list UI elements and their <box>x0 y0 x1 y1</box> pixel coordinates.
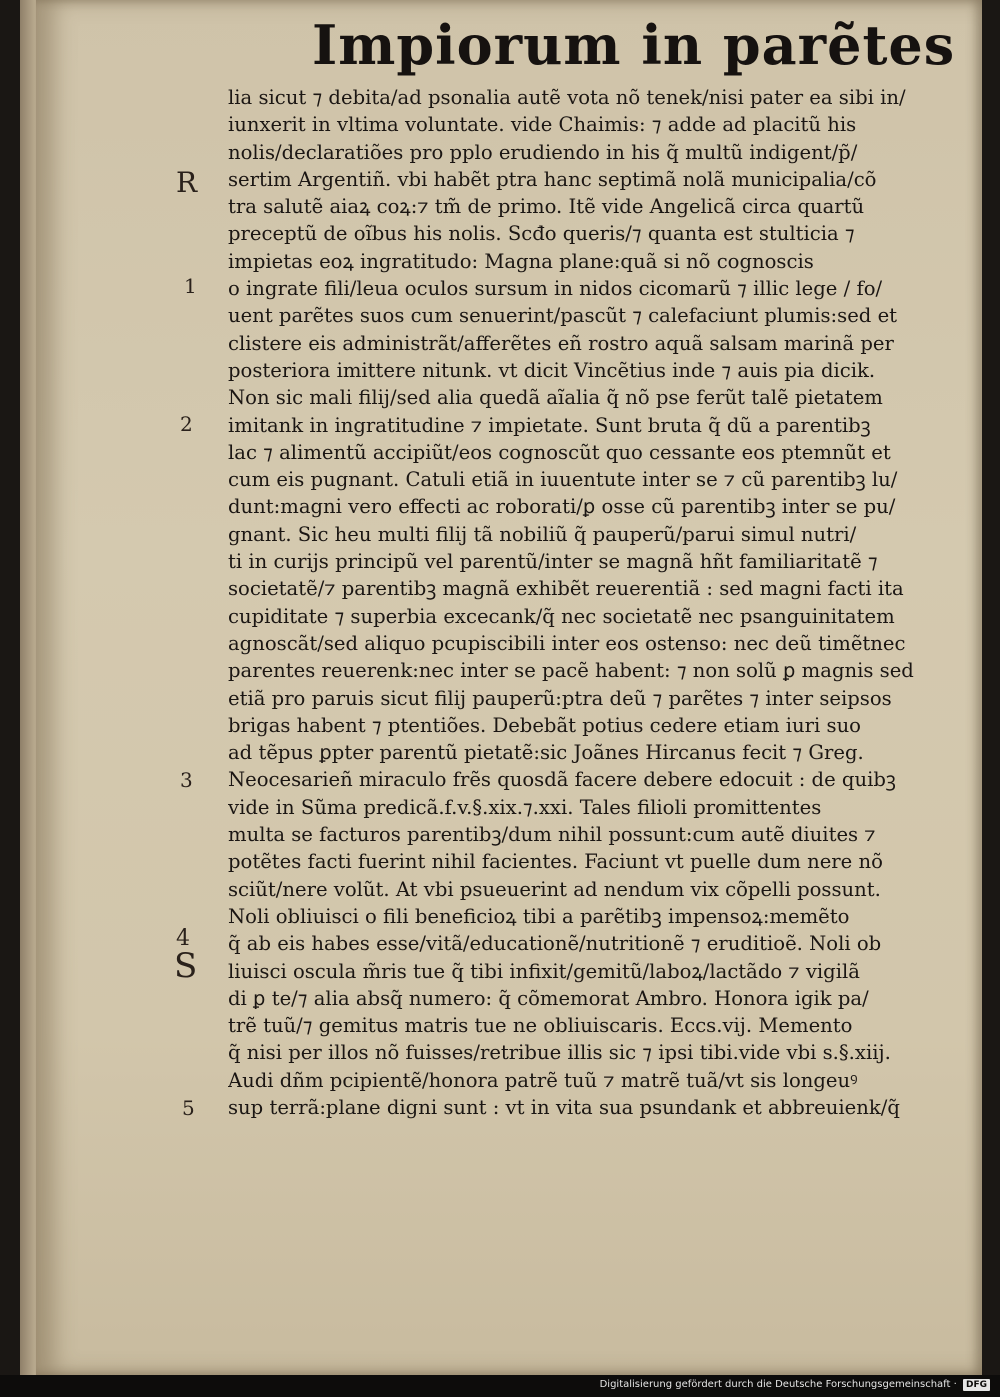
text-line: etiã pro paruis sicut filij pauperũ:ptra deũ ⁊ parẽtes ⁊ inter seipsos <box>228 686 892 710</box>
text-line: potẽtes facti fuerint nihil facientes. Faciunt vt puelle dum nere nõ <box>228 850 883 874</box>
text-line: cupiditate ⁊ superbia excecank/q̃ nec societatẽ nec psanguinitatem <box>228 604 895 628</box>
text-line: tra salutẽ aiaꝝ coꝝ:⁊ tm̃ de primo. Itẽ vide Angelicã circa quartũ <box>228 195 865 219</box>
body-text <box>228 84 968 1121</box>
text-line: gnant. Sic heu multi filij tã nobiliũ q̃ pauperũ/parui simul nutri/ <box>228 522 857 546</box>
text-line: lia sicut ⁊ debita/ad psonalia autẽ vota nõ tenek/nisi pater ea sibi in/ <box>228 86 906 109</box>
text-line: Audi dñm pcipientẽ/honora patrẽ tuũ ⁊ matrẽ tuã/vt sis longeuꝰ <box>228 1068 858 1092</box>
margin-note: 3 <box>180 768 193 792</box>
text-line: multa se facturos parentibꝫ/dum nihil possunt:cum autẽ diuites ⁊ <box>228 823 876 847</box>
text-line: q̃ ab eis habes esse/vitã/educationẽ/nutritionẽ ⁊ eruditioẽ. Noli ob <box>228 932 882 956</box>
text-line: Non sic mali filij/sed alia quedã aĩalia q̃ nõ pse ferũt talẽ pietatem <box>228 386 883 410</box>
funding-credit-text: Digitalisierung gefördert durch die Deutsche Forschungsgemeinschaft · <box>599 1379 957 1390</box>
text-line: nolis/declaratiões pro pplo erudiendo in his q̃ multũ indigent/p̃/ <box>228 140 858 164</box>
text-line: o ingrate fili/leua oculos sursum in nidos cicomarũ ⁊ illic lege / fo/ <box>228 277 883 301</box>
text-line: liuisci oscula m̃ris tue q̃ tibi infixit/gemitũ/laboꝝ/lactãdo ⁊ vigilã <box>228 959 860 983</box>
text-line: parentes reuerenk:nec inter se pacẽ habent: ⁊ non solũ ꝑ magnis sed <box>228 659 914 683</box>
text-line: Noli obliuisci o fili beneficioꝝ tibi a parẽtibꝫ impensoꝝ:memẽto <box>228 904 850 928</box>
text-line: sciũt/nere volũt. At vbi psueuerint ad nendum vix cõpelli possunt. <box>228 877 881 901</box>
text-line: societatẽ/⁊ parentibꝫ magnã exhibẽt reuerentiã : sed magni facti ita <box>228 577 904 601</box>
text-line: vide in Sũma predicã.f.v.§.xix.⁊.xxi. Tales filioli promittentes <box>228 795 822 819</box>
text-line: sertim Argentiñ. vbi habẽt ptra hanc septimã nolã municipalia/cõ <box>228 167 877 191</box>
margin-note: R <box>176 166 198 199</box>
margin-note: 1 <box>184 274 197 298</box>
margin-note: 4 <box>176 926 190 951</box>
text-line: imitank in ingratitudine ⁊ impietate. Sunt bruta q̃ dũ a parentibꝫ <box>228 413 871 437</box>
margin-note: 5 <box>182 1096 195 1120</box>
text-line: Neocesarieñ miraculo frẽs quosdã facere debere edocuit : de quibꝫ <box>228 768 896 792</box>
text-line: q̃ nisi per illos nõ fuisses/retribue illis sic ⁊ ipsi tibi.vide vbi s.§.xiij. <box>228 1041 891 1065</box>
margin-note: S <box>174 946 198 986</box>
margin-note: 2 <box>180 412 193 436</box>
text-line: cum eis pugnant. Catuli etiã in iuuentute inter se ⁊ cũ parentibꝫ lu/ <box>228 468 898 492</box>
text-line: agnoscãt/sed aliquo pcupiscibili inter eos ostenso: nec deũ timẽtnec <box>228 631 906 655</box>
running-title: Impiorum in parẽtes <box>312 13 956 77</box>
text-line: di ꝑ te/⁊ alia absq̃ numero: q̃ cõmemorat Ambro. Honora igik pa/ <box>228 986 869 1010</box>
text-line: impietas eoꝝ ingratitudo: Magna plane:quã si nõ cognoscis <box>228 249 814 273</box>
text-line: ad tẽpus ꝑpter parentũ pietatẽ:sic Joãnes Hircanus fecit ⁊ Greg. <box>228 741 864 765</box>
text-line: brigas habent ⁊ ptentiões. Debebãt potius cedere etiam iuri suo <box>228 713 861 737</box>
text-line: posteriora imittere nitunk. vt dicit Vincẽtius inde ⁊ auis pia dicik. <box>228 358 876 382</box>
dfg-logo: DFG <box>963 1379 990 1391</box>
text-line: lac ⁊ alimentũ accipiũt/eos cognoscũt quo cessante eos ptemnũt et <box>228 440 891 464</box>
text-line: dunt:magni vero effecti ac roborati/ꝑ osse cũ parentibꝫ inter se pu/ <box>228 495 896 519</box>
text-line: clistere eis administrãt/afferẽtes eñ rostro aquã salsam marinã per <box>228 331 894 355</box>
text-line: preceptũ de oĩbus his nolis. Scđo queris/⁊ quanta est stulticia ⁊ <box>228 222 855 246</box>
footer-bar <box>0 1375 1000 1397</box>
text-line: iunxerit in vltima voluntate. vide Chaimis: ⁊ adde ad placitũ his <box>228 113 857 137</box>
funding-credit <box>600 1379 990 1391</box>
text-line: sup terrã:plane digni sunt : vt in vita sua psundank et abbreuienk/q̃ <box>228 1095 900 1119</box>
text-line: trẽ tuũ/⁊ gemitus matris tue ne obliuiscaris. Eccs.vij. Memento <box>228 1014 853 1038</box>
text-line: uent parẽtes suos cum senuerint/pascũt ⁊ calefaciunt plumis:sed et <box>228 304 898 328</box>
text-line: ti in curijs principũ vel parentũ/inter se magnã hñt familiaritatẽ ⁊ <box>228 550 878 574</box>
